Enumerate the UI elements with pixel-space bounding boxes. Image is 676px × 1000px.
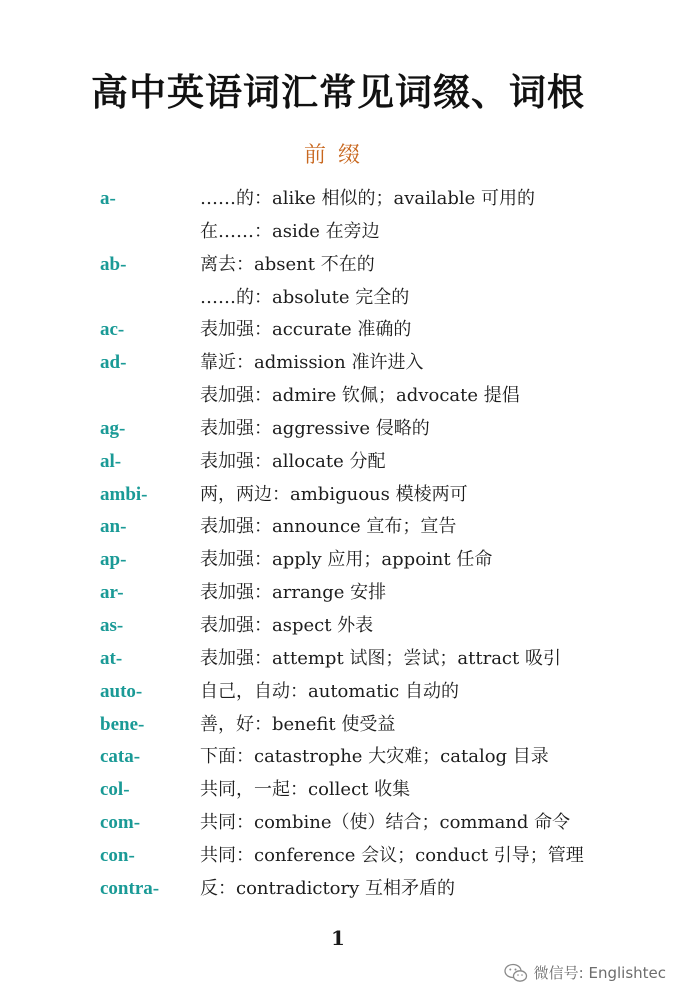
entry-definition: 表加强：admire 钦佩；advocate 提倡 [200, 385, 520, 407]
entry-row [0, 479, 676, 512]
entry-row [0, 774, 676, 807]
entry-definition: 表加强：apply 应用；appoint 任命 [200, 549, 493, 571]
entry-prefix: contra- [100, 877, 160, 899]
entry-row [0, 676, 676, 709]
entry-prefix: cata- [100, 746, 141, 768]
entry-row [0, 511, 676, 544]
entry-prefix: ar- [100, 582, 124, 604]
entry-prefix: com- [100, 812, 141, 834]
entry-row [0, 577, 676, 610]
entry-definition: 两，两边：ambiguous 模棱两可 [200, 483, 468, 505]
entry-row [0, 282, 676, 315]
entry-row [0, 413, 676, 446]
entry-definition: 自己，自动：automatic 自动的 [200, 680, 459, 702]
watermark [504, 962, 666, 983]
entry-definition: 靠近：admission 准许进入 [200, 352, 424, 374]
entry-definition: 表加强：attempt 试图；尝试；attract 吸引 [200, 647, 561, 669]
entry-row [0, 347, 676, 380]
page-title: 高中英语词汇常见词缀、词根 [91, 70, 585, 114]
entry-row [0, 807, 676, 840]
entry-prefix: at- [100, 647, 123, 669]
entry-row [0, 873, 676, 906]
entry-row [0, 741, 676, 774]
entry-prefix: an- [100, 516, 127, 538]
entry-prefix: ag- [100, 417, 126, 439]
entry-row [0, 610, 676, 643]
watermark-text: 微信号: Englishtec [533, 964, 666, 982]
entry-definition: 表加强：aggressive 侵略的 [200, 417, 430, 439]
wechat-icon [504, 963, 528, 983]
entry-prefix: ambi- [100, 483, 148, 505]
entry-definition: ……的：absolute 完全的 [200, 286, 410, 308]
entry-definition: 善，好：benefit 使受益 [200, 713, 396, 735]
entry-prefix: ac- [100, 319, 125, 341]
entry-definition: 共同：combine（使）结合；command 命令 [200, 812, 571, 834]
entry-definition: 下面：catastrophe 大灾难；catalog 目录 [200, 746, 549, 768]
entry-definition: 离去：absent 不在的 [200, 253, 375, 275]
entry-definition: 共同：conference 会议；conduct 引导；管理 [200, 844, 584, 866]
entry-row [0, 446, 676, 479]
entry-definition: 表加强：announce 宣布；宣告 [200, 516, 457, 538]
section-heading: 前缀 [303, 143, 372, 168]
entry-prefix: bene- [100, 713, 145, 735]
page-number: 1 [331, 926, 345, 950]
entry-row [0, 216, 676, 249]
entry-row [0, 249, 676, 282]
entry-definition: 反：contradictory 互相矛盾的 [200, 877, 456, 899]
entry-definition: 在……：aside 在旁边 [200, 220, 380, 242]
entry-row [0, 840, 676, 873]
entry-prefix: al- [100, 450, 122, 472]
entry-prefix: ad- [100, 352, 127, 374]
entry-prefix: con- [100, 844, 135, 866]
entry-row [0, 544, 676, 577]
entry-definition: 表加强：allocate 分配 [200, 450, 386, 472]
entry-definition: 表加强：aspect 外表 [200, 614, 374, 636]
entry-row [0, 709, 676, 742]
entry-definition: ……的：alike 相似的；available 可用的 [200, 188, 536, 209]
entry-prefix: a- [100, 188, 116, 209]
entry-prefix: ab- [100, 253, 127, 275]
entry-row [0, 314, 676, 347]
entry-row [0, 643, 676, 676]
entry-prefix: ap- [100, 549, 127, 571]
entry-prefix: as- [100, 614, 124, 636]
entry-definition: 共同，一起：collect 收集 [200, 779, 411, 801]
entry-prefix: col- [100, 779, 130, 801]
entry-definition: 表加强：accurate 准确的 [200, 319, 412, 341]
entry-prefix: auto- [100, 680, 143, 702]
entry-row [0, 183, 676, 216]
entry-row [0, 380, 676, 413]
entry-list [0, 183, 676, 906]
entry-definition: 表加强：arrange 安排 [200, 582, 387, 604]
